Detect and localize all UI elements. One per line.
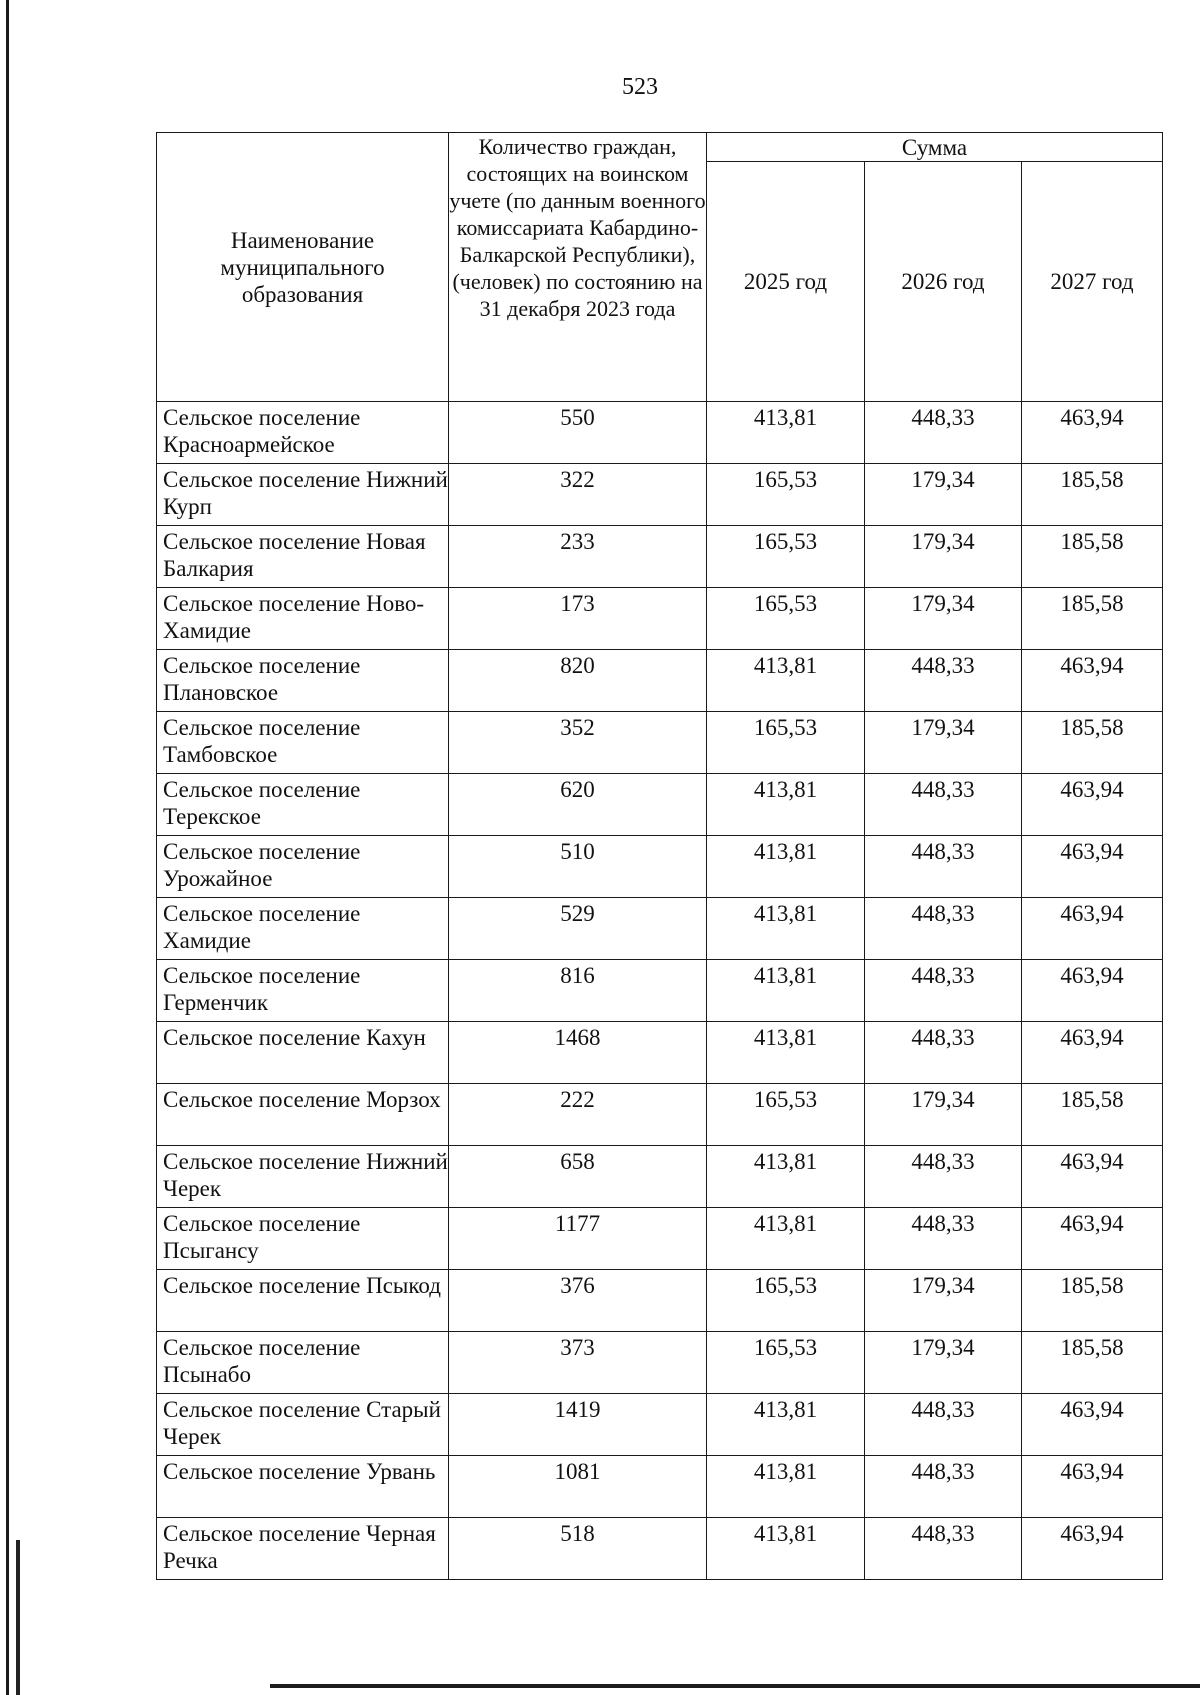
municipality-name-cell: Сельское поселение Старый Черек (157, 1394, 449, 1456)
sum-2027-cell: 463,94 (1022, 1022, 1163, 1084)
sum-2026-cell: 179,34 (865, 588, 1022, 650)
municipality-name-cell: Сельское поселение Терекское (157, 774, 449, 836)
sum-2025-cell: 413,81 (707, 836, 865, 898)
sum-2025-cell: 413,81 (707, 1022, 865, 1084)
citizens-count-cell: 1419 (449, 1394, 707, 1456)
sum-2026-cell: 448,33 (865, 1208, 1022, 1270)
scan-border-left (6, 0, 9, 1695)
sum-2027-cell: 185,58 (1022, 712, 1163, 774)
municipality-name-cell: Сельское поселение Морзох (157, 1084, 449, 1146)
sum-2026-cell: 448,33 (865, 1022, 1022, 1084)
table-row (157, 650, 1163, 712)
sum-2026-cell: 179,34 (865, 1270, 1022, 1332)
table-row (157, 588, 1163, 650)
sum-2027-cell: 185,58 (1022, 464, 1163, 526)
citizens-count-cell: 620 (449, 774, 707, 836)
sum-2027-cell: 185,58 (1022, 1084, 1163, 1146)
table-row (157, 1394, 1163, 1456)
sum-2026-cell: 448,33 (865, 1518, 1022, 1580)
sum-2026-cell: 448,33 (865, 836, 1022, 898)
sum-2026-cell: 179,34 (865, 1084, 1022, 1146)
sum-2026-cell: 448,33 (865, 774, 1022, 836)
table-row (157, 526, 1163, 588)
citizens-count-cell: 352 (449, 712, 707, 774)
header-municipality-name: Наименование муниципального образования (157, 133, 449, 402)
sum-2027-cell: 185,58 (1022, 588, 1163, 650)
sum-2025-cell: 165,53 (707, 588, 865, 650)
citizens-count-cell: 550 (449, 402, 707, 464)
table-row (157, 1208, 1163, 1270)
sum-2027-cell: 463,94 (1022, 836, 1163, 898)
scan-border-left-inner (16, 1540, 20, 1695)
header-sum: Сумма (707, 133, 1163, 162)
table-row (157, 1084, 1163, 1146)
sum-2025-cell: 413,81 (707, 898, 865, 960)
sum-2026-cell: 448,33 (865, 1456, 1022, 1518)
table-row (157, 712, 1163, 774)
header-year-2026: 2026 год (865, 162, 1022, 402)
scan-border-bottom (270, 1684, 1200, 1688)
sum-2027-cell: 463,94 (1022, 650, 1163, 712)
sum-2026-cell: 448,33 (865, 1394, 1022, 1456)
sum-2026-cell: 448,33 (865, 1146, 1022, 1208)
municipality-name-cell: Сельское поселение Кахун (157, 1022, 449, 1084)
sum-2027-cell: 185,58 (1022, 1332, 1163, 1394)
sum-2025-cell: 165,53 (707, 526, 865, 588)
table-row (157, 464, 1163, 526)
sum-2027-cell: 463,94 (1022, 1518, 1163, 1580)
sum-2025-cell: 413,81 (707, 402, 865, 464)
municipality-name-cell: Сельское поселение Плановское (157, 650, 449, 712)
municipality-name-cell: Сельское поселение Урвань (157, 1456, 449, 1518)
sum-2027-cell: 463,94 (1022, 1208, 1163, 1270)
page-number: 523 (622, 74, 658, 100)
sum-2025-cell: 165,53 (707, 464, 865, 526)
municipality-name-cell: Сельское поселение Тамбовское (157, 712, 449, 774)
municipality-name-cell: Сельское поселение Новая Балкария (157, 526, 449, 588)
header-year-2027: 2027 год (1022, 162, 1163, 402)
citizens-count-cell: 510 (449, 836, 707, 898)
table-row (157, 898, 1163, 960)
municipality-name-cell: Сельское поселение Псыгансу (157, 1208, 449, 1270)
citizens-count-cell: 173 (449, 588, 707, 650)
sum-2027-cell: 185,58 (1022, 1270, 1163, 1332)
municipality-name-cell: Сельское поселение Ново-Хамидие (157, 588, 449, 650)
table-row (157, 1146, 1163, 1208)
sum-2026-cell: 179,34 (865, 464, 1022, 526)
citizens-count-cell: 816 (449, 960, 707, 1022)
table-row (157, 1332, 1163, 1394)
municipality-name-cell: Сельское поселение Псынабо (157, 1332, 449, 1394)
municipality-name-cell: Сельское поселение Черная Речка (157, 1518, 449, 1580)
sum-2027-cell: 463,94 (1022, 1456, 1163, 1518)
sum-2026-cell: 179,34 (865, 712, 1022, 774)
table-row (157, 1022, 1163, 1084)
citizens-count-cell: 529 (449, 898, 707, 960)
sum-2025-cell: 413,81 (707, 1208, 865, 1270)
citizens-count-cell: 1177 (449, 1208, 707, 1270)
sum-2026-cell: 448,33 (865, 960, 1022, 1022)
citizens-count-cell: 322 (449, 464, 707, 526)
sum-2027-cell: 185,58 (1022, 526, 1163, 588)
municipality-name-cell: Сельское поселение Красноармейское (157, 402, 449, 464)
table-row (157, 774, 1163, 836)
sum-2025-cell: 413,81 (707, 1518, 865, 1580)
municipality-name-cell: Сельское поселение Нижний Курп (157, 464, 449, 526)
sum-2027-cell: 463,94 (1022, 402, 1163, 464)
citizens-count-cell: 376 (449, 1270, 707, 1332)
table-row (157, 960, 1163, 1022)
sum-2026-cell: 179,34 (865, 1332, 1022, 1394)
sum-2025-cell: 165,53 (707, 712, 865, 774)
citizens-count-cell: 222 (449, 1084, 707, 1146)
allocation-table (156, 132, 1163, 1580)
table-row (157, 402, 1163, 464)
sum-2027-cell: 463,94 (1022, 898, 1163, 960)
sum-2027-cell: 463,94 (1022, 960, 1163, 1022)
sum-2025-cell: 413,81 (707, 1456, 865, 1518)
table-body (157, 402, 1163, 1580)
municipality-name-cell: Сельское поселение Герменчик (157, 960, 449, 1022)
sum-2027-cell: 463,94 (1022, 1146, 1163, 1208)
table-row (157, 1518, 1163, 1580)
sum-2025-cell: 413,81 (707, 1146, 865, 1208)
sum-2026-cell: 179,34 (865, 526, 1022, 588)
citizens-count-cell: 1468 (449, 1022, 707, 1084)
header-year-2025: 2025 год (707, 162, 865, 402)
sum-2025-cell: 165,53 (707, 1270, 865, 1332)
municipality-name-cell: Сельское поселение Урожайное (157, 836, 449, 898)
citizens-count-cell: 1081 (449, 1456, 707, 1518)
citizens-count-cell: 518 (449, 1518, 707, 1580)
citizens-count-cell: 658 (449, 1146, 707, 1208)
citizens-count-cell: 233 (449, 526, 707, 588)
municipality-name-cell: Сельское поселение Хамидие (157, 898, 449, 960)
sum-2025-cell: 413,81 (707, 960, 865, 1022)
sum-2025-cell: 413,81 (707, 650, 865, 712)
sum-2025-cell: 165,53 (707, 1332, 865, 1394)
municipality-name-cell: Сельское поселение Псыкод (157, 1270, 449, 1332)
table-row (157, 1270, 1163, 1332)
header-citizens-count: Количество граждан, состоящих на воинском учете (по данным военного комиссариата Кабардино-Балкарской Республики), (человек) по состоянию на 31 декабря 2023 года (449, 133, 707, 402)
citizens-count-cell: 820 (449, 650, 707, 712)
table-row (157, 1456, 1163, 1518)
sum-2027-cell: 463,94 (1022, 1394, 1163, 1456)
sum-2025-cell: 165,53 (707, 1084, 865, 1146)
sum-2026-cell: 448,33 (865, 898, 1022, 960)
citizens-count-cell: 373 (449, 1332, 707, 1394)
sum-2025-cell: 413,81 (707, 774, 865, 836)
sum-2027-cell: 463,94 (1022, 774, 1163, 836)
sum-2025-cell: 413,81 (707, 1394, 865, 1456)
sum-2026-cell: 448,33 (865, 402, 1022, 464)
header-row-top (157, 133, 1163, 162)
table-row (157, 836, 1163, 898)
municipality-name-cell: Сельское поселение Нижний Черек (157, 1146, 449, 1208)
sum-2026-cell: 448,33 (865, 650, 1022, 712)
